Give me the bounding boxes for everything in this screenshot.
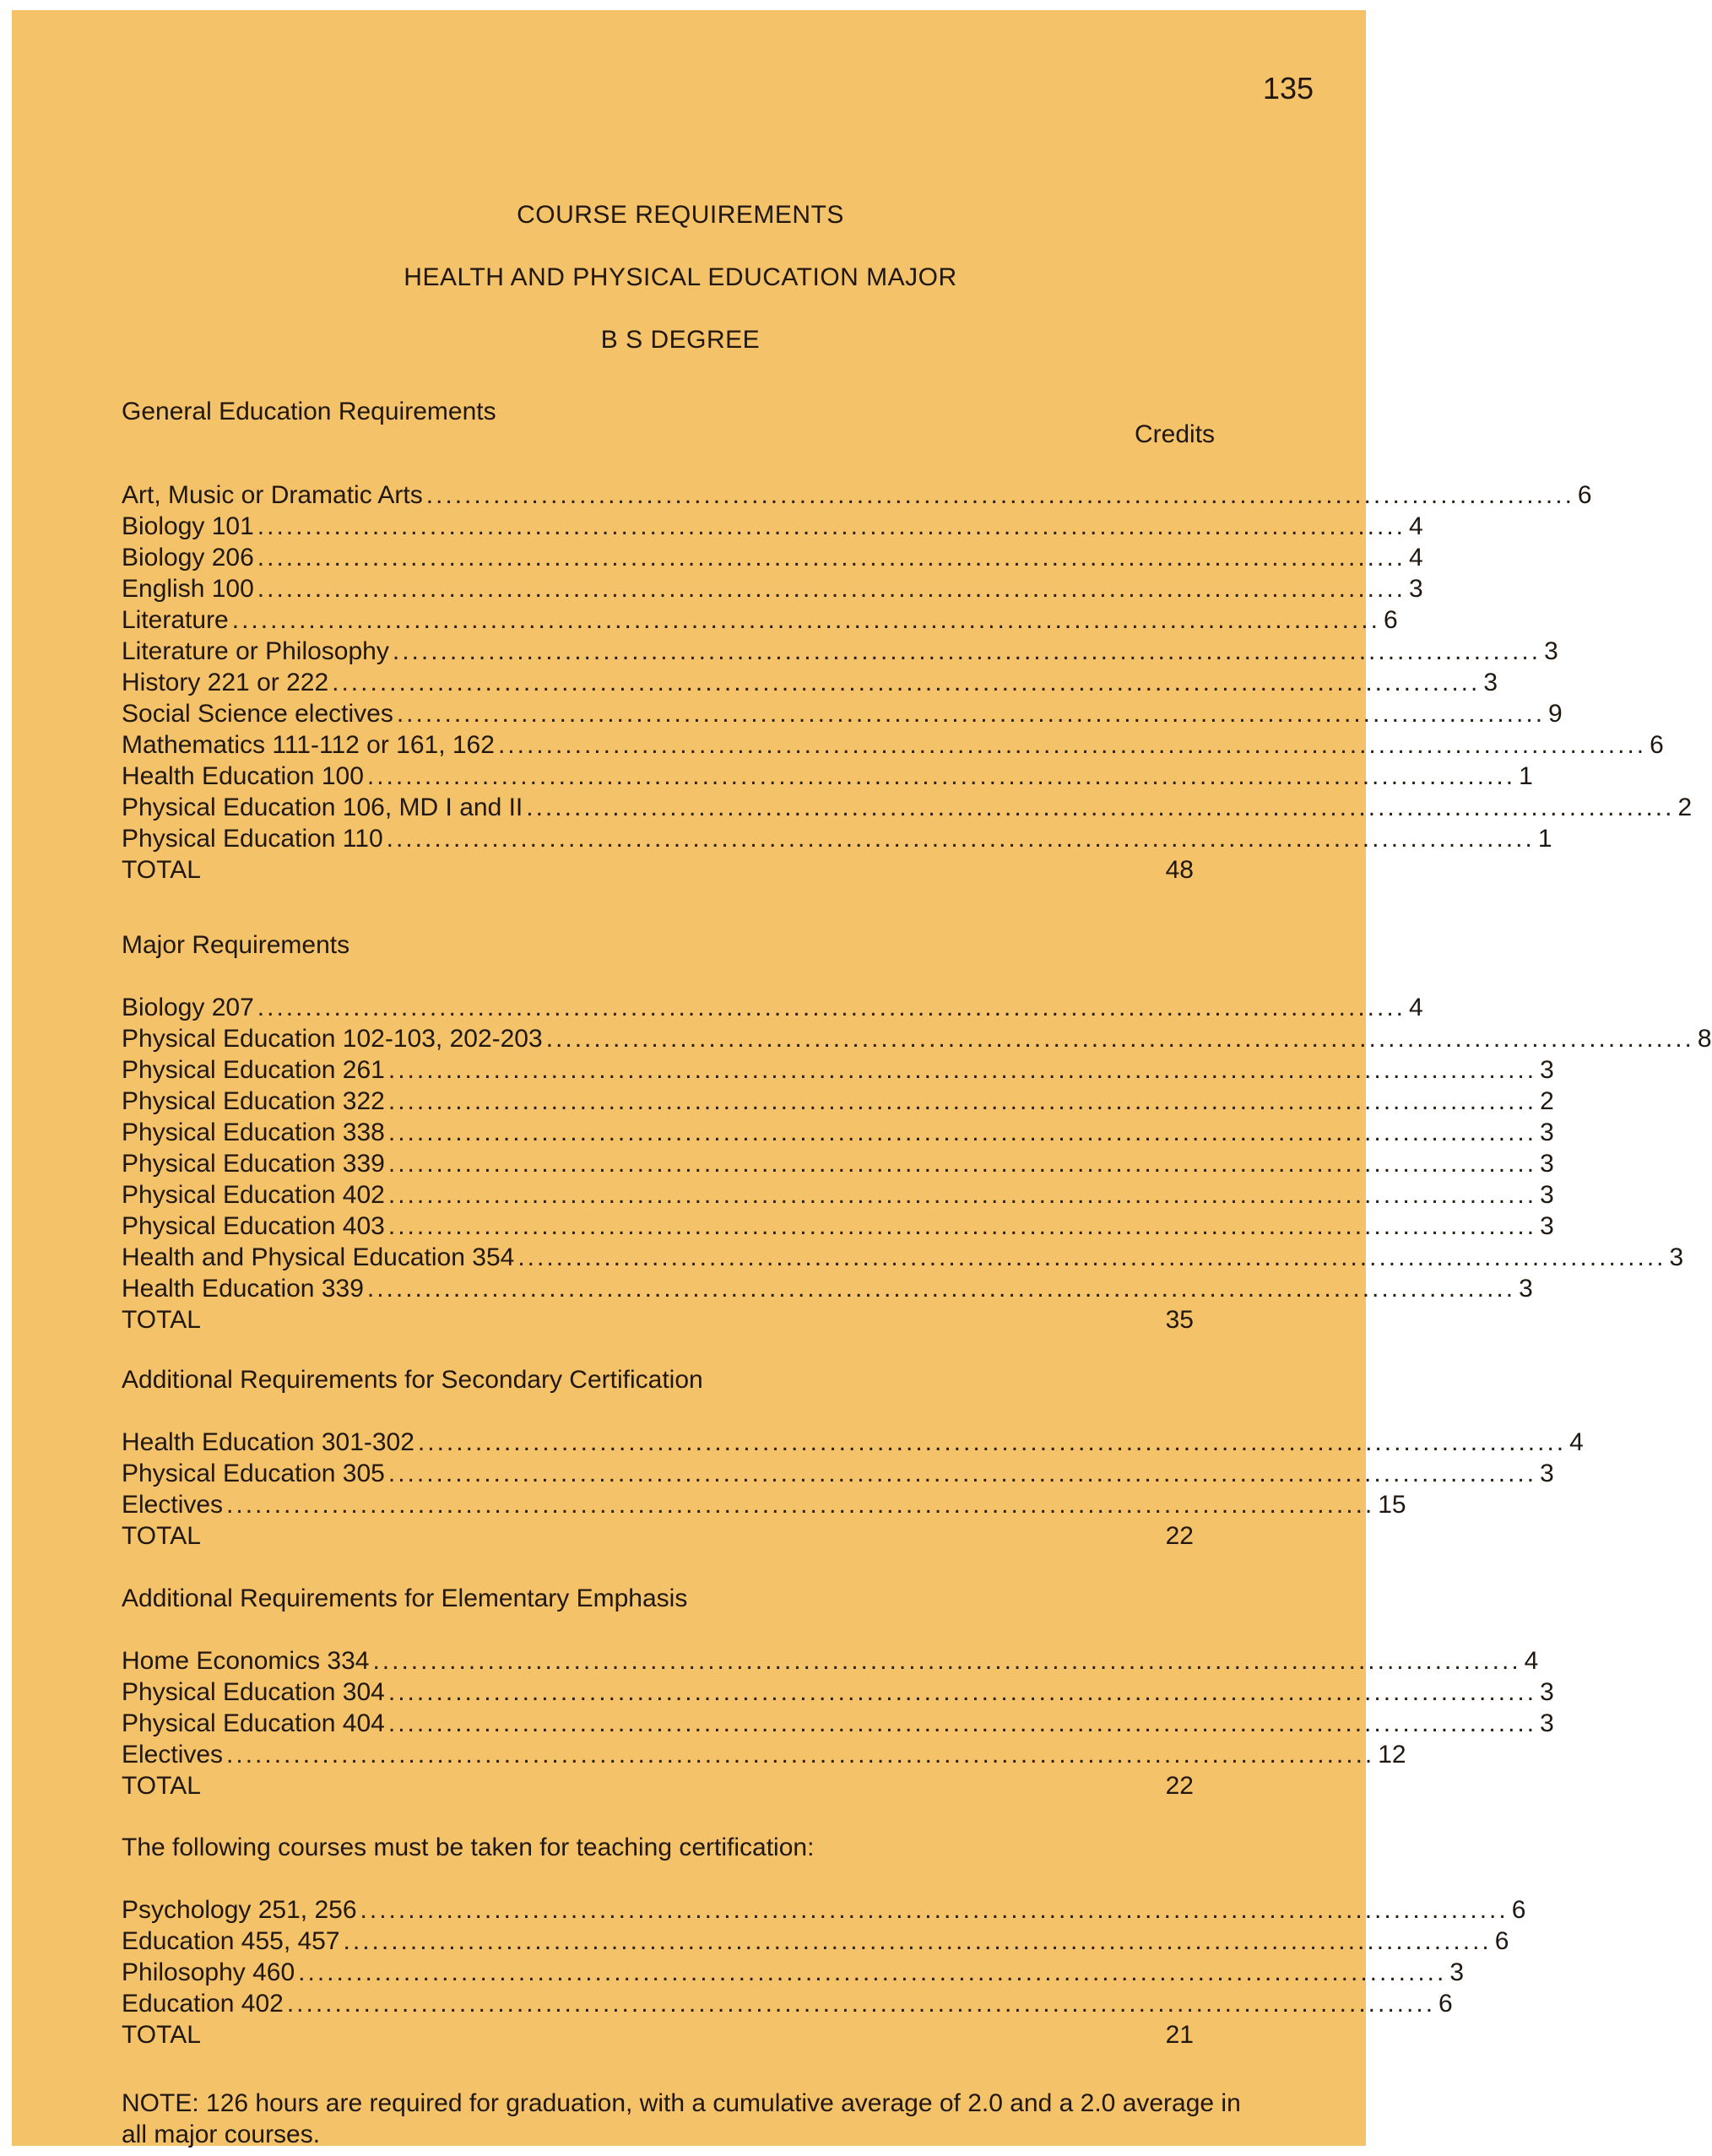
- course-label: Physical Education 261: [122, 1056, 385, 1084]
- total-value: 35: [1165, 1306, 1194, 1334]
- dot-leader: ........................................................................................................................: [366, 1275, 1516, 1303]
- credit-value: 6: [1511, 1896, 1526, 1924]
- course-label: Physical Education 305: [122, 1460, 385, 1487]
- course-list: [122, 992, 1712, 1335]
- course-label: Biology 206: [122, 544, 254, 572]
- course-row: [122, 667, 1498, 698]
- dot-leader: ........................................................................................................................: [387, 1150, 1537, 1178]
- dot-leader: ........................................................................................................................: [526, 794, 1675, 821]
- credit-value: 2: [1677, 794, 1693, 821]
- credit-value: 3: [1540, 1678, 1554, 1706]
- dot-leader: ........................................................................................................................: [396, 700, 1546, 728]
- course-label: Biology 101: [122, 512, 254, 540]
- course-row: [122, 1739, 1406, 1770]
- course-row: [122, 1117, 1554, 1148]
- course-row: [122, 573, 1423, 604]
- dot-leader: ........................................................................................................................: [298, 1958, 1447, 1986]
- course-row: [122, 1988, 1453, 2019]
- credit-value: 3: [1540, 1709, 1554, 1737]
- credit-value: 3: [1540, 1460, 1554, 1487]
- total-row: [122, 1304, 1194, 1335]
- course-row: [122, 542, 1423, 573]
- course-row: [122, 604, 1398, 636]
- course-label: Physical Education 402: [122, 1181, 385, 1209]
- section-title: Additional Requirements for Elementary Emphasis: [122, 1584, 688, 1612]
- dot-leader: ........................................................................................................................: [387, 1678, 1537, 1706]
- credit-value: 6: [1438, 1990, 1453, 2018]
- course-label: Home Economics 334: [122, 1647, 370, 1675]
- credit-value: 12: [1378, 1741, 1406, 1769]
- credit-value: 3: [1669, 1243, 1684, 1271]
- credit-value: 3: [1483, 669, 1498, 696]
- course-row: [122, 729, 1664, 761]
- course-row: [122, 698, 1563, 729]
- course-label: Physical Education 404: [122, 1709, 385, 1737]
- course-label: Psychology 251, 256: [122, 1896, 357, 1924]
- course-label: Literature: [122, 606, 229, 634]
- course-label: Art, Music or Dramatic Arts: [122, 481, 423, 509]
- course-label: Physical Education 338: [122, 1119, 385, 1146]
- dot-leader: ........................................................................................................................: [387, 1181, 1537, 1209]
- major-requirements-section: [122, 929, 1712, 1335]
- course-row: [122, 1894, 1526, 1926]
- course-label: Physical Education 339: [122, 1150, 385, 1178]
- course-row: [122, 1645, 1539, 1677]
- dot-leader: ........................................................................................................................: [257, 994, 1406, 1021]
- course-label: History 221 or 222: [122, 669, 329, 696]
- credit-value: 1: [1519, 762, 1533, 790]
- credit-value: 3: [1519, 1275, 1533, 1303]
- secondary-certification-section: [122, 1364, 1584, 1552]
- course-list: [122, 479, 1693, 886]
- course-label: Physical Education 403: [122, 1212, 385, 1240]
- course-label: Health Education 100: [122, 762, 364, 790]
- credit-value: 9: [1548, 700, 1563, 728]
- total-label: TOTAL: [122, 2021, 201, 2049]
- credit-value: 3: [1544, 637, 1558, 665]
- credit-value: 3: [1540, 1150, 1554, 1178]
- credit-value: 6: [1577, 481, 1592, 509]
- course-label: Health Education 301-302: [122, 1428, 414, 1456]
- credit-value: 3: [1540, 1212, 1554, 1240]
- course-label: Education 402: [122, 1990, 284, 2018]
- dot-leader: ........................................................................................................................: [425, 481, 1574, 509]
- credit-value: 6: [1650, 731, 1664, 759]
- course-row: [122, 511, 1423, 542]
- dot-leader: ........................................................................................................................: [386, 825, 1535, 853]
- dot-leader: ........................................................................................................................: [387, 1056, 1537, 1084]
- course-row: [122, 1708, 1554, 1739]
- course-row: [122, 1489, 1406, 1520]
- credit-value: 2: [1540, 1087, 1554, 1115]
- total-row: [122, 1520, 1194, 1552]
- page-number: 135: [1262, 71, 1314, 106]
- course-row: [122, 1957, 1465, 1988]
- dot-leader: ........................................................................................................................: [286, 1990, 1436, 2018]
- total-value: 21: [1165, 2021, 1194, 2049]
- dot-leader: ........................................................................................................................: [545, 1025, 1694, 1053]
- course-label: Education 455, 457: [122, 1927, 340, 1955]
- course-row: [122, 1677, 1554, 1708]
- dot-leader: ........................................................................................................................: [366, 762, 1516, 790]
- course-list: [122, 1427, 1584, 1552]
- credit-value: 4: [1409, 544, 1423, 572]
- course-list: [122, 1894, 1526, 2050]
- course-row: [122, 479, 1592, 511]
- section-title: The following courses must be taken for teaching certification:: [122, 1834, 815, 1861]
- degree-title: B S DEGREE: [600, 326, 761, 354]
- dot-leader: ........................................................................................................................: [372, 1647, 1521, 1675]
- course-row: [122, 1458, 1554, 1489]
- dot-leader: ........................................................................................................................: [517, 1243, 1666, 1271]
- course-row: [122, 1179, 1554, 1211]
- course-row: [122, 1242, 1684, 1273]
- section-title: General Education Requirements: [122, 398, 496, 425]
- course-label: Physical Education 110: [122, 825, 383, 853]
- course-row: [122, 1427, 1584, 1458]
- dot-leader: ........................................................................................................................: [226, 1741, 1375, 1769]
- total-label: TOTAL: [122, 1306, 201, 1334]
- program-title: HEALTH AND PHYSICAL EDUCATION MAJOR: [404, 263, 957, 291]
- dot-leader: ........................................................................................................................: [392, 637, 1541, 665]
- general-education-section: [122, 396, 1693, 886]
- course-label: Physical Education 322: [122, 1087, 385, 1115]
- course-label: Philosophy 460: [122, 1958, 295, 1986]
- dot-leader: ........................................................................................................................: [231, 606, 1380, 634]
- document-page: [12, 10, 1712, 2148]
- dot-leader: ........................................................................................................................: [332, 669, 1481, 696]
- credit-value: 3: [1540, 1056, 1554, 1084]
- credit-value: 4: [1569, 1428, 1584, 1456]
- course-row: [122, 1211, 1554, 1242]
- course-row: [122, 1023, 1712, 1054]
- total-label: TOTAL: [122, 1772, 201, 1800]
- dot-leader: ........................................................................................................................: [497, 731, 1647, 759]
- course-label: Electives: [122, 1491, 224, 1519]
- course-row: [122, 1148, 1554, 1179]
- dot-leader: ........................................................................................................................: [387, 1119, 1537, 1146]
- course-label: Physical Education 304: [122, 1678, 385, 1706]
- total-label: TOTAL: [122, 856, 201, 884]
- course-row: [122, 636, 1558, 667]
- dot-leader: ........................................................................................................................: [387, 1460, 1537, 1487]
- total-value: 22: [1165, 1522, 1194, 1550]
- document-title: COURSE REQUIREMENTS: [517, 201, 844, 229]
- total-row: [122, 854, 1194, 886]
- dot-leader: ........................................................................................................................: [360, 1896, 1509, 1924]
- credit-value: 4: [1409, 512, 1423, 540]
- credits-column-header: Credits: [1135, 420, 1216, 448]
- credit-value: 3: [1540, 1181, 1554, 1209]
- total-row: [122, 2019, 1194, 2050]
- course-list: [122, 1645, 1554, 1801]
- dot-leader: ........................................................................................................................: [387, 1709, 1537, 1737]
- course-label: Electives: [122, 1741, 224, 1769]
- course-row: [122, 992, 1423, 1023]
- credit-value: 1: [1537, 825, 1552, 853]
- dot-leader: ........................................................................................................................: [257, 544, 1406, 572]
- credit-value: 4: [1409, 994, 1423, 1021]
- course-label: Literature or Philosophy: [122, 637, 389, 665]
- course-label: Health Education 339: [122, 1275, 364, 1303]
- total-value: 22: [1165, 1772, 1194, 1800]
- course-row: [122, 761, 1533, 792]
- total-label: TOTAL: [122, 1522, 201, 1550]
- dot-leader: ........................................................................................................................: [417, 1428, 1567, 1456]
- course-label: Health and Physical Education 354: [122, 1243, 515, 1271]
- course-label: Physical Education 102-103, 202-203: [122, 1025, 543, 1053]
- credit-value: 8: [1697, 1025, 1712, 1053]
- graduation-note: NOTE: 126 hours are required for graduation, with a cumulative average of 2.0 and a 2.0 average in all major courses.: [122, 2089, 1241, 2148]
- section-title: Major Requirements: [122, 931, 350, 959]
- total-value: 48: [1165, 856, 1194, 884]
- teaching-certification-section: [122, 1832, 1526, 2050]
- credit-value: 3: [1409, 575, 1423, 603]
- credit-value: 3: [1540, 1119, 1554, 1146]
- dot-leader: ........................................................................................................................: [226, 1491, 1375, 1519]
- course-row: [122, 1273, 1533, 1304]
- course-row: [122, 823, 1552, 854]
- credit-value: 6: [1494, 1927, 1509, 1955]
- credit-value: 15: [1378, 1491, 1406, 1519]
- dot-leader: ........................................................................................................................: [343, 1927, 1492, 1955]
- course-label: Mathematics 111-112 or 161, 162: [122, 731, 495, 759]
- dot-leader: ........................................................................................................................: [257, 512, 1406, 540]
- course-row: [122, 1054, 1554, 1086]
- dot-leader: ........................................................................................................................: [387, 1087, 1537, 1115]
- dot-leader: ........................................................................................................................: [387, 1212, 1537, 1240]
- credit-value: 4: [1524, 1647, 1539, 1675]
- course-label: Social Science electives: [122, 700, 393, 728]
- credit-value: 3: [1449, 1958, 1465, 1986]
- course-row: [122, 1926, 1509, 1957]
- course-label: Physical Education 106, MD I and II: [122, 794, 523, 821]
- course-row: [122, 1086, 1554, 1117]
- course-label: Biology 207: [122, 994, 254, 1021]
- total-row: [122, 1770, 1194, 1801]
- credit-value: 6: [1383, 606, 1398, 634]
- course-row: [122, 792, 1693, 823]
- course-label: English 100: [122, 575, 254, 603]
- elementary-emphasis-section: [122, 1583, 1554, 1801]
- section-title: Additional Requirements for Secondary Certification: [122, 1366, 703, 1394]
- dot-leader: ........................................................................................................................: [257, 575, 1406, 603]
